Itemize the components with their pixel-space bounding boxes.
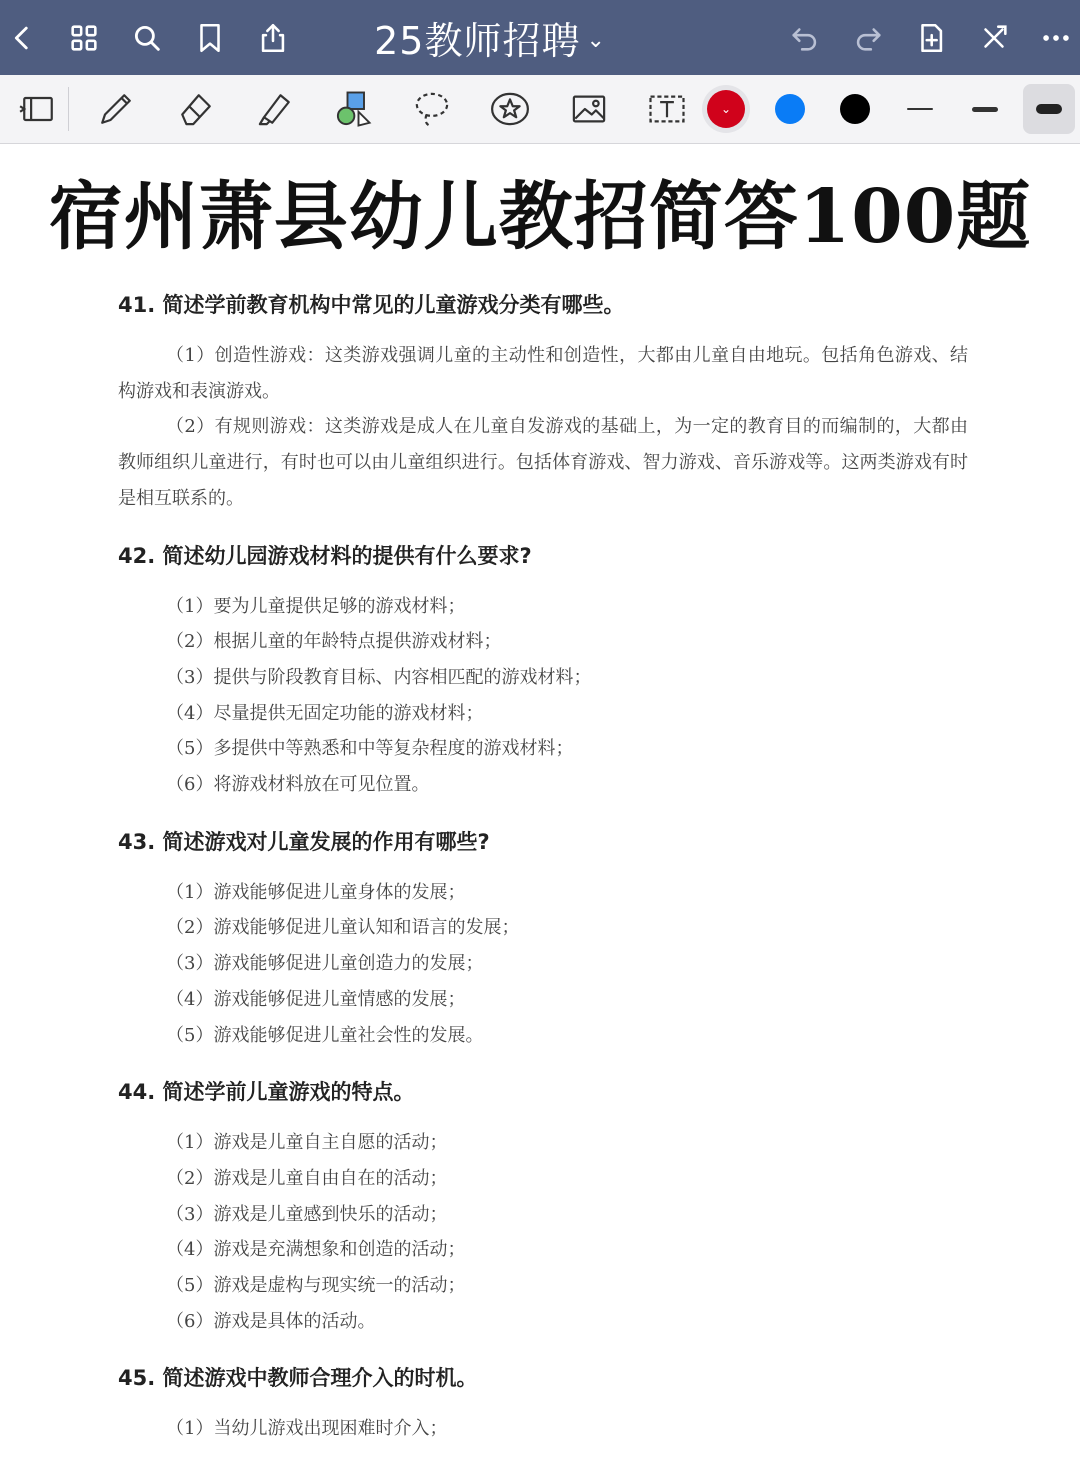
blue-dot-icon	[775, 94, 805, 124]
answer-item: （5）多提供中等熟悉和中等复杂程度的游戏材料；	[166, 738, 574, 760]
chevron-down-icon: ⌄	[707, 90, 745, 128]
document-title: 25教师招聘	[374, 19, 581, 63]
eraser-icon[interactable]	[166, 75, 226, 143]
highlighter-icon[interactable]	[245, 75, 305, 143]
document-title-button[interactable]	[340, 0, 640, 75]
question-title: 45. 简述游戏中教师合理介入的时机。	[118, 1366, 478, 1391]
answer-item: （3）游戏能够促进儿童创造力的发展；	[166, 953, 484, 975]
question-title: 44. 简述学前儿童游戏的特点。	[118, 1080, 415, 1105]
answer-item: （3）游戏是儿童感到快乐的活动；	[166, 1203, 448, 1225]
answer-paragraph: （2）有规则游戏：这类游戏是成人在儿童自发游戏的基础上，为一定的教育目的而编制的，大都由教师组织儿童进行，有时也可以由儿童组织进行。包括体育游戏、智力游戏、音乐游戏等。这两类游戏有时是相互联系的。	[118, 416, 968, 509]
color-red-swatch[interactable]	[696, 75, 756, 143]
toggle-panel-icon[interactable]	[8, 75, 68, 143]
color-blue-swatch[interactable]	[760, 75, 820, 143]
question-title: 42. 简述幼儿园游戏材料的提供有什么要求?	[118, 543, 532, 568]
toolbar-divider	[68, 87, 69, 131]
shapes-icon[interactable]	[323, 75, 383, 143]
stroke-medium-button[interactable]	[955, 75, 1015, 143]
answer-item: （4）游戏能够促进儿童情感的发展；	[166, 988, 466, 1010]
answer-item: （1）游戏是儿童自主自愿的活动；	[166, 1132, 448, 1154]
answer-paragraph: （1）创造性游戏：这类游戏强调儿童的主动性和创造性，大都由儿童自由地玩。包括角色游戏、结构游戏和表演游戏。	[118, 345, 968, 402]
answer-item: （1）当幼儿游戏出现困难时介入；	[166, 1418, 448, 1440]
bookmark-icon[interactable]	[182, 0, 238, 75]
answer-item: （5）游戏是虚构与现实统一的活动；	[166, 1275, 466, 1297]
question-title: 43. 简述游戏对儿童发展的作用有哪些?	[118, 829, 490, 854]
grid-icon[interactable]	[56, 0, 112, 75]
redo-icon[interactable]	[840, 0, 896, 75]
annotation-toolbar	[0, 75, 1080, 144]
stroke-thin-button[interactable]	[890, 75, 950, 143]
thick-line-icon	[1036, 104, 1062, 114]
search-icon[interactable]	[119, 0, 175, 75]
question-43	[118, 827, 968, 1054]
lasso-icon[interactable]	[402, 75, 462, 143]
color-black-swatch[interactable]	[825, 75, 885, 143]
document-content	[118, 290, 968, 1471]
question-41	[118, 290, 968, 517]
sticker-icon[interactable]	[480, 75, 540, 143]
thin-line-icon	[907, 108, 933, 110]
question-title: 41. 简述学前教育机构中常见的儿童游戏分类有哪些。	[118, 293, 625, 317]
stroke-thick-button[interactable]	[1023, 84, 1075, 134]
answer-item: （1）游戏能够促进儿童身体的发展；	[166, 881, 466, 903]
add-page-icon[interactable]	[903, 0, 959, 75]
page-heading: 宿州萧县幼儿教招简答100题	[48, 174, 1032, 260]
more-icon[interactable]	[1028, 0, 1080, 75]
image-icon[interactable]	[559, 75, 619, 143]
share-icon[interactable]	[245, 0, 301, 75]
answer-item: （5）游戏能够促进儿童社会性的发展。	[166, 1024, 484, 1046]
answer-item: （3）提供与阶段教育目标、内容相匹配的游戏材料；	[166, 666, 592, 688]
answer-item: （2）游戏能够促进儿童认知和语言的发展；	[166, 917, 520, 939]
answer-item: （6）将游戏材料放在可见位置。	[166, 774, 430, 796]
answer-item: （1）要为儿童提供足够的游戏材料；	[166, 595, 466, 617]
answer-item: （2）游戏是儿童自由自在的活动；	[166, 1167, 448, 1189]
undo-icon[interactable]	[777, 0, 833, 75]
black-dot-icon	[840, 94, 870, 124]
answer-item: （2）根据儿童的年龄特点提供游戏材料；	[166, 631, 502, 653]
chevron-down-icon: ⌄	[586, 28, 606, 53]
pen-icon[interactable]	[86, 75, 146, 143]
medium-line-icon	[972, 107, 998, 112]
question-42	[118, 541, 968, 803]
top-navigation-bar	[0, 0, 1080, 75]
close-icon[interactable]	[966, 0, 1022, 75]
question-44	[118, 1077, 968, 1339]
answer-item: （6）游戏是具体的活动。	[166, 1310, 376, 1332]
back-icon[interactable]	[0, 0, 50, 75]
question-45	[118, 1363, 968, 1447]
answer-item: （4）尽量提供无固定功能的游戏材料；	[166, 702, 484, 724]
answer-item: （4）游戏是充满想象和创造的活动；	[166, 1239, 466, 1261]
text-icon[interactable]	[637, 75, 697, 143]
